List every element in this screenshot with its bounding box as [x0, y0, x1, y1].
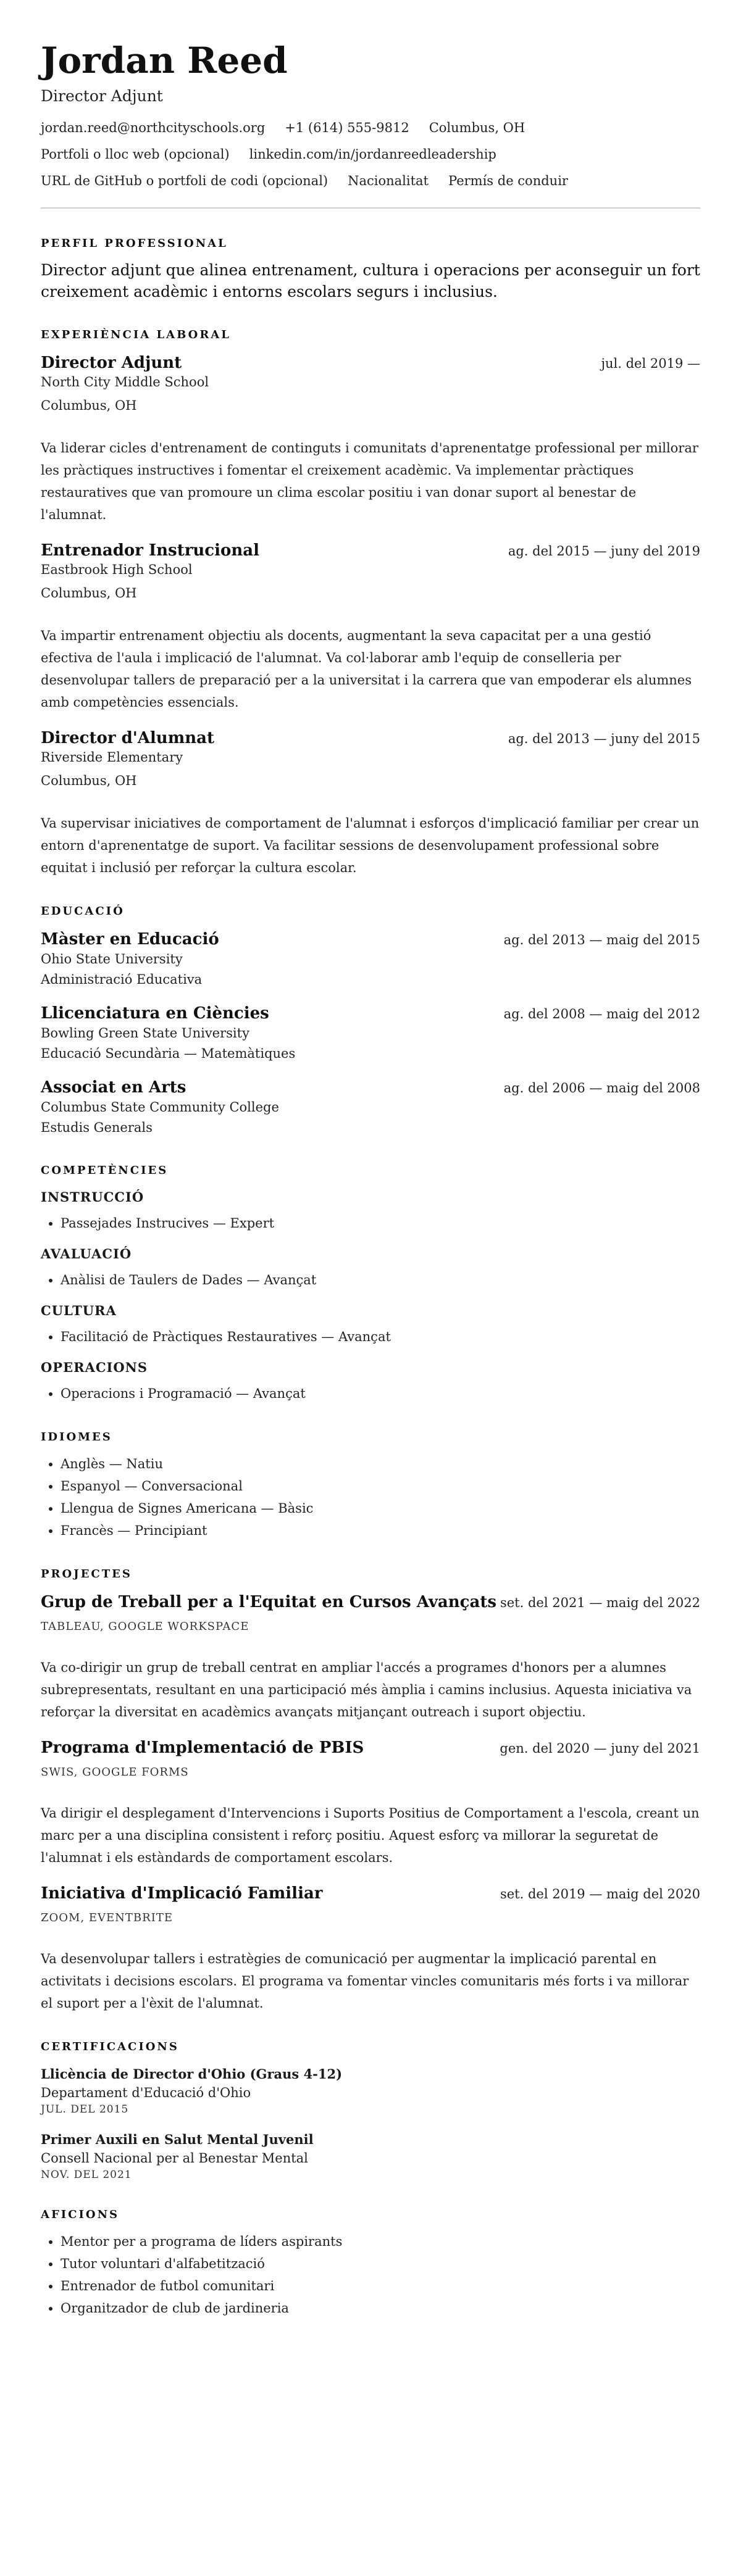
- project-tools: ZOOM, EVENTBRITE: [41, 1911, 173, 1924]
- skill-group: [41, 1245, 700, 1291]
- location: Columbus, OH: [429, 120, 525, 135]
- certification-date: NOV. DEL 2021: [41, 2169, 132, 2181]
- candidate-role: Director Adjunt: [41, 87, 163, 105]
- certification-title: Llicència de Director d'Ohio (Graus 4-12): [41, 2066, 343, 2082]
- degree: Màster en Educació: [41, 930, 219, 949]
- education-entry: [41, 929, 700, 990]
- certification-entry: [41, 2065, 700, 2117]
- language-item: • Espanyol — Conversacional: [61, 1475, 700, 1497]
- job-location: Columbus, OH: [41, 773, 137, 788]
- candidate-name: Jordan Reed: [41, 39, 288, 81]
- job-location: Columbus, OH: [41, 586, 137, 600]
- certification-title: Primer Auxili en Salut Mental Juvenil: [41, 2132, 314, 2147]
- hobby-item: • Entrenador de futbol comunitari: [61, 2275, 700, 2297]
- contact-row: [41, 173, 700, 189]
- skill-item: • Operacions i Programació — Avançat: [61, 1382, 700, 1405]
- language-item: • Llengua de Signes Americana — Bàsic: [61, 1497, 700, 1519]
- job-date: jul. del 2019 —: [601, 356, 700, 371]
- projects-section: [41, 1568, 700, 2014]
- phone[interactable]: +1 (614) 555-9812: [285, 120, 409, 135]
- certifications-section: [41, 2040, 700, 2182]
- profile-section: [41, 237, 700, 302]
- linkedin-link[interactable]: linkedin.com/in/jordanreedleadership: [249, 147, 496, 162]
- project-description: Va desenvolupar tallers i estratègies de comunicació per augmentar la implicació parental en activitats i decisions escolars. El programa va fomentar vincles comunitaris més forts i va millorar el suport per a l'èxit de l'alumnat.: [41, 1951, 689, 2011]
- degree: Llicenciatura en Ciències: [41, 1004, 269, 1023]
- education-entry: [41, 1003, 700, 1064]
- project-date: gen. del 2020 — juny del 2021: [500, 1741, 700, 1756]
- driving-license: Permís de conduir: [448, 173, 568, 188]
- employer: North City Middle School: [41, 375, 209, 389]
- skill-group: [41, 1302, 700, 1348]
- skill-category: AVALUACIÓ: [41, 1246, 132, 1261]
- job-description: Va liderar cicles d'entrenament de continguts i comunitats d'aprenentatge professional per millorar les pràctiques instructives i fomentar el creixement acadèmic. Va implementar pràctiques restauratives que van promoure un clima escolar positiu i van donar suport al benestar de l'alumnat.: [41, 441, 698, 522]
- section-title: EDUCACIÓ: [41, 905, 125, 918]
- section-title: COMPETÈNCIES: [41, 1164, 169, 1177]
- job-description: Va impartir entrenament objectiu als docents, augmentant la seva capacitat per a una gestió efectiva de l'aula i implicació de l'alumnat. Va col·laborar amb l'equip de conselleria per desenvolupar tallers de preparació per a la universitat i la carrera que van empoderar els alumnes amb competències essencials.: [41, 628, 692, 710]
- school: Bowling Green State University: [41, 1026, 249, 1041]
- education-date: ag. del 2013 — maig del 2015: [503, 933, 700, 947]
- experience-entry: [41, 728, 700, 879]
- email[interactable]: jordan.reed@northcityschools.org: [41, 120, 266, 135]
- education-date: ag. del 2008 — maig del 2012: [503, 1007, 700, 1021]
- section-title: PROJECTES: [41, 1568, 132, 1581]
- github-url: URL de GitHub o portfoli de codi (opcional): [41, 173, 329, 188]
- skill-category: OPERACIONS: [41, 1360, 148, 1375]
- skill-item: • Anàlisi de Taulers de Dades — Avançat: [61, 1269, 700, 1291]
- education-section: [41, 905, 700, 1138]
- certification-issuer: Departament d'Educació d'Ohio: [41, 2085, 251, 2100]
- experience-entry: [41, 353, 700, 526]
- job-title: Director d'Alumnat: [41, 729, 214, 747]
- education-entry: [41, 1078, 700, 1138]
- experience-section: [41, 328, 700, 879]
- field-of-study: Estudis Generals: [41, 1120, 153, 1135]
- project-entry: [41, 1884, 700, 2014]
- certification-entry: [41, 2130, 700, 2182]
- section-title: PERFIL PROFESSIONAL: [41, 237, 228, 250]
- field-of-study: Educació Secundària — Matemàtiques: [41, 1046, 296, 1061]
- section-title: EXPERIÈNCIA LABORAL: [41, 328, 231, 341]
- degree: Associat en Arts: [41, 1078, 186, 1097]
- employer: Riverside Elementary: [41, 750, 183, 765]
- section-title: CERTIFICACIONS: [41, 2040, 179, 2053]
- education-date: ag. del 2006 — maig del 2008: [503, 1081, 700, 1095]
- job-title: Entrenador Instrucional: [41, 541, 259, 560]
- project-title: Grup de Treball per a l'Equitat en Cursos Avançats: [41, 1593, 497, 1611]
- skill-group: [41, 1189, 700, 1234]
- job-title: Director Adjunt: [41, 354, 182, 372]
- project-description: Va dirigir el desplegament d'Intervencions i Suports Positius de Comportament a l'escola, creant un marc per a una disciplina consistent i reforç positiu. Aquest esforç va millorar la seguretat de l'alumnat i els estàndards de comportament escolars.: [41, 1806, 700, 1865]
- resume-header: [41, 39, 700, 189]
- hobby-item: • Organitzador de club de jardineria: [61, 2297, 700, 2319]
- skill-category: CULTURA: [41, 1303, 117, 1318]
- project-title: Programa d'Implementació de PBIS: [41, 1739, 364, 1757]
- language-item: • Anglès — Natiu: [61, 1453, 700, 1475]
- hobbies-section: [41, 2208, 700, 2319]
- section-title: AFICIONS: [41, 2208, 120, 2221]
- project-date: set. del 2021 — maig del 2022: [500, 1595, 700, 1610]
- profile-summary: Director adjunt que alinea entrenament, cultura i operacions per aconseguir un fort creixement acadèmic i entorns escolars segurs i inclusius.: [41, 261, 700, 301]
- project-tools: SWIS, GOOGLE FORMS: [41, 1766, 189, 1779]
- experience-entry: [41, 541, 700, 713]
- website: Portfoli o lloc web (opcional): [41, 147, 230, 162]
- hobby-item: • Tutor voluntari d'alfabetització: [61, 2253, 700, 2275]
- certification-date: JUL. DEL 2015: [41, 2103, 129, 2116]
- header-divider: [41, 207, 700, 209]
- certification-issuer: Consell Nacional per al Benestar Mental: [41, 2151, 308, 2166]
- project-description: Va co-dirigir un grup de treball centrat en ampliar l'accés a programes d'honors per a alumnes subrepresentats, resultant en una participació més àmplia i camins inclusius. Aquesta iniciativa va reforçar la diversitat en acadèmics avançats mitjançant outreach i suport objectiu.: [41, 1660, 692, 1719]
- nationality: Nacionalitat: [348, 173, 429, 188]
- skill-category: INSTRUCCIÓ: [41, 1189, 144, 1205]
- project-title: Iniciativa d'Implicació Familiar: [41, 1884, 323, 1903]
- languages-section: [41, 1431, 700, 1542]
- skill-item: • Passejades Instrucives — Expert: [61, 1212, 700, 1234]
- language-item: • Francès — Principiant: [61, 1519, 700, 1542]
- job-location: Columbus, OH: [41, 398, 137, 413]
- hobby-item: • Mentor per a programa de líders aspirants: [61, 2230, 700, 2253]
- skill-item: • Facilitació de Pràctiques Restauratives — Avançat: [61, 1326, 700, 1348]
- school: Ohio State University: [41, 952, 183, 966]
- section-title: IDIOMES: [41, 1431, 112, 1444]
- project-entry: [41, 1592, 700, 1723]
- field-of-study: Administració Educativa: [41, 972, 203, 987]
- skill-group: [41, 1359, 700, 1405]
- project-entry: [41, 1738, 700, 1869]
- school: Columbus State Community College: [41, 1100, 279, 1115]
- job-date: ag. del 2013 — juny del 2015: [508, 731, 700, 746]
- job-description: Va supervisar iniciatives de comportament de l'alumnat i esforços d'implicació familiar per crear un entorn d'aprenentatge de suport. Va facilitar sessions de desenvolupament professional sobre equitat i inclusió per reforçar la cultura escolar.: [41, 816, 700, 875]
- job-date: ag. del 2015 — juny del 2019: [508, 544, 700, 559]
- contact-row: [41, 120, 700, 136]
- skills-section: [41, 1164, 700, 1405]
- contact-row: [41, 146, 700, 162]
- project-date: set. del 2019 — maig del 2020: [500, 1887, 700, 1901]
- employer: Eastbrook High School: [41, 562, 193, 577]
- project-tools: TABLEAU, GOOGLE WORKSPACE: [41, 1620, 249, 1633]
